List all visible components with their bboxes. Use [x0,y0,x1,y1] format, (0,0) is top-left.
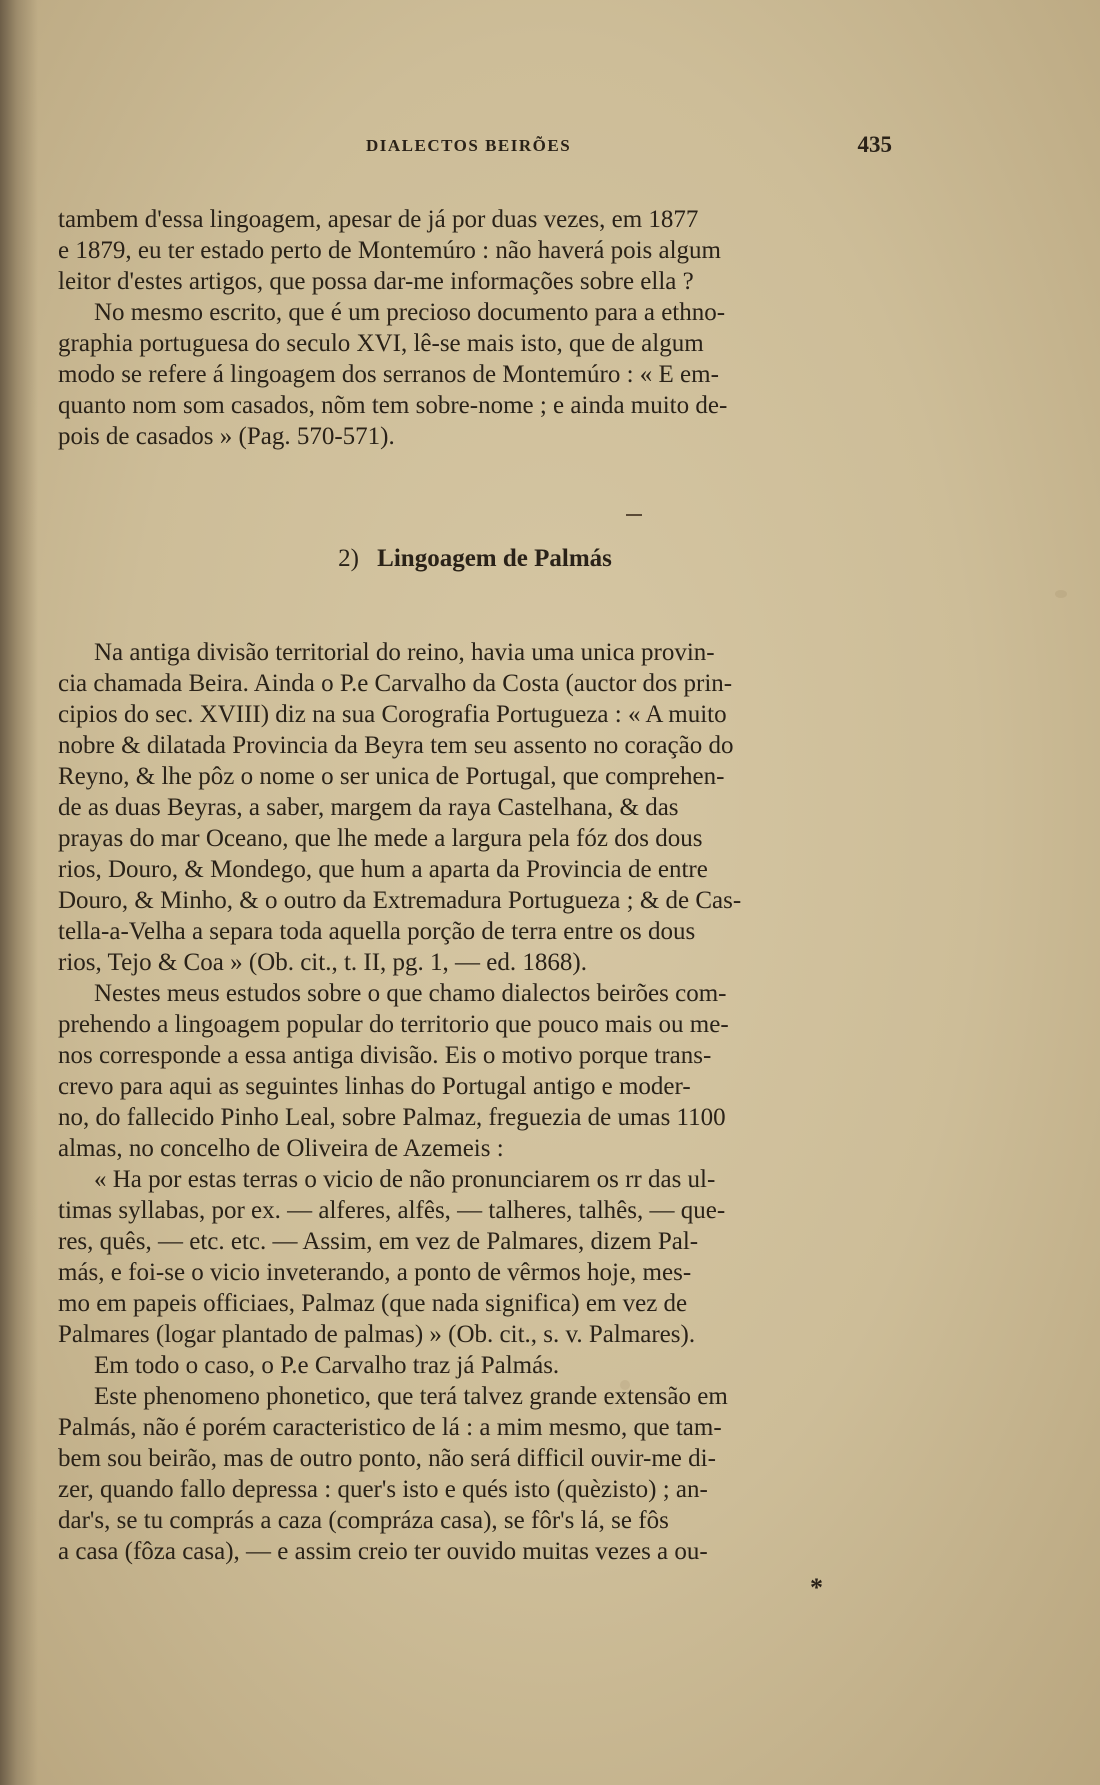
text-line: Este phenomeno phonetico, que terá talvez grande extensão em [94,1383,728,1410]
text-line: cia chamada Beira. Ainda o P.e Carvalho da Costa (auctor dos prin- [58,670,733,697]
text-line: nobre & dilatada Provincia da Beyra tem seu assento no coração do [58,732,734,759]
text-line: no, do fallecido Pinho Leal, sobre Palmaz, freguezia de umas 1100 [58,1104,726,1131]
text-line: tambem d'essa lingoagem, apesar de já por duas vezes, em 1877 [58,206,699,233]
section-title: Lingoagem de Palmás [377,545,612,572]
section-number: 2) [338,545,359,572]
text-line: Douro, & Minho, & o outro da Extremadura Portugueza ; & de Cas- [58,887,742,914]
text-line: mo em papeis officiaes, Palmaz (que nada significa) em vez de [58,1290,688,1317]
text-line: graphia portuguesa do seculo XVI, lê-se mais isto, que de algum [58,330,704,357]
text-line: Na antiga divisão territorial do reino, havia uma unica provin- [94,639,715,666]
paper-stain [1055,590,1067,598]
text-line: quanto nom som casados, nõm tem sobre-nome ; e ainda muito de- [58,392,728,419]
text-line: más, e foi-se o vicio inveterando, a ponto de vêrmos hoje, mes- [58,1259,692,1286]
text-line: Reyno, & lhe pôz o nome o ser unica de Portugal, que comprehen- [58,763,725,790]
text-line: timas syllabas, por ex. — alferes, alfês, — talheres, talhês, — que- [58,1197,726,1224]
text-line: zer, quando fallo depressa : quer's isto e qués isto (quèzisto) ; an- [58,1476,708,1503]
text-line: tella-a-Velha a separa toda aquella porção de terra entre os dous [58,918,696,945]
text-line: de as duas Beyras, a saber, margem da raya Castelhana, & das [58,794,679,821]
text-line: No mesmo escrito, que é um precioso documento para a ethno- [94,299,726,326]
text-line: leitor d'estes artigos, que possa dar-me informações sobre ella ? [58,268,694,295]
text-line: bem sou beirão, mas de outro ponto, não será difficil ouvir-me di- [58,1445,716,1472]
text-line: Nestes meus estudos sobre o que chamo dialectos beirões com- [94,980,727,1007]
text-line: Palmares (logar plantado de palmas) » (Ob. cit., s. v. Palmares). [58,1321,696,1348]
text-line: Palmás, não é porém caracteristico de lá : a mim mesmo, que tam- [58,1414,722,1441]
text-line: modo se refere á lingoagem dos serranos de Montemúro : « E em- [58,361,719,388]
page-number: 435 [857,132,892,157]
text-line: Em todo o caso, o P.e Carvalho traz já Palmás. [94,1352,560,1379]
text-block-body [58,637,892,1567]
text-line: pois de casados » (Pag. 570-571). [58,423,395,450]
text-line: res, quês, — etc. etc. — Assim, em vez de Palmares, dizem Pal- [58,1228,699,1255]
separator-dash [626,514,642,516]
signature-mark: * [810,1573,823,1602]
text-line: nos corresponde a essa antiga divisão. Eis o motivo porque trans- [58,1042,712,1069]
text-line: rios, Douro, & Mondego, que hum a aparta da Provincia de entre [58,856,708,883]
text-line: prehendo a lingoagem popular do territorio que pouco mais ou me- [58,1011,729,1038]
text-line: crevo para aqui as seguintes linhas do Portugal antigo e moder- [58,1073,691,1100]
section-heading [58,545,892,573]
page-header [58,132,892,162]
text-block-top [58,204,892,452]
text-line: cipios do sec. XVIII) diz na sua Corografia Portugueza : « A muito [58,701,727,728]
text-line: dar's, se tu comprás a caza (compráza casa), se fôr's lá, se fôs [58,1507,669,1534]
running-title: DIALECTOS BEIRÕES [366,136,572,155]
text-line: e 1879, eu ter estado perto de Montemúro : não haverá pois algum [58,237,722,264]
text-line: « Ha por estas terras o vicio de não pronunciarem os rr das ul- [94,1166,716,1193]
text-line: a casa (fôza casa), — e assim creio ter ouvido muitas vezes a ou- [58,1538,708,1565]
page-gutter-shadow [0,0,38,1785]
text-line: prayas do mar Oceano, que lhe mede a largura pela fóz dos dous [58,825,703,852]
text-line: rios, Tejo & Coa » (Ob. cit., t. II, pg. 1, — ed. 1868). [58,949,587,976]
text-line: almas, no concelho de Oliveira de Azemeis : [58,1135,504,1162]
